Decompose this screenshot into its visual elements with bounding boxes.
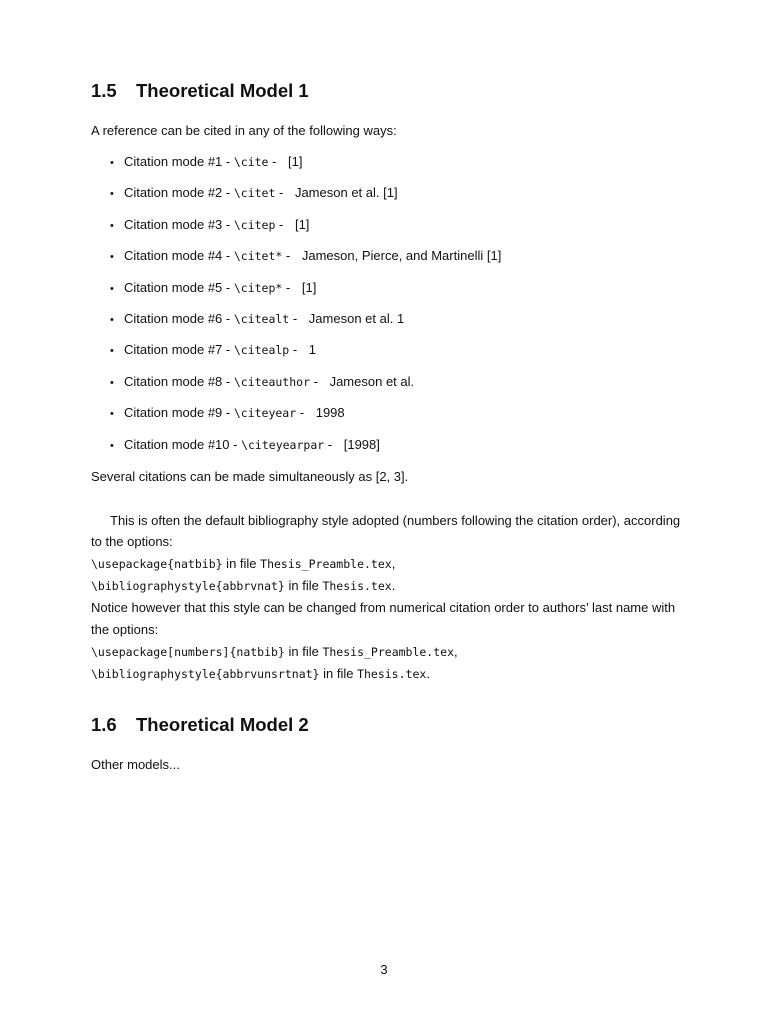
latex-command: \cite <box>233 155 269 169</box>
citation-mode-label: Citation mode #5 - <box>124 279 234 295</box>
latex-command: \citeyear <box>233 406 297 421</box>
bullet-icon: • <box>110 188 114 201</box>
punctuation: . <box>426 666 430 681</box>
intro-paragraph: A reference can be cited in any of the following ways: <box>91 123 397 138</box>
citation-result: Jameson et al. 1 <box>308 310 405 326</box>
citation-result: 1998 <box>315 405 345 421</box>
citation-mode-label: Citation mode #10 - <box>124 436 242 452</box>
bullet-icon: • <box>110 345 114 358</box>
separator: - <box>296 405 308 421</box>
other-models-paragraph: Other models... <box>91 757 180 772</box>
latex-command: \citealt <box>233 311 290 326</box>
file-name: Thesis_Preamble.tex <box>260 557 392 571</box>
citation-result: [1] <box>294 216 310 232</box>
bullet-icon: • <box>110 439 114 452</box>
citation-mode-item <box>110 247 501 278</box>
citation-result: Jameson et al. <box>329 373 415 389</box>
latex-command: \citeyearpar <box>241 437 325 452</box>
punctuation: . <box>391 578 396 593</box>
option-text: in file <box>222 556 261 571</box>
latex-command: \citep* <box>233 280 283 295</box>
bullet-icon: • <box>110 219 114 232</box>
citation-mode-item <box>110 184 501 215</box>
latex-code: \bibliographystyle{abbrvnat} <box>91 579 285 593</box>
citation-mode-item <box>110 404 501 435</box>
citation-mode-label: Citation mode #6 - <box>124 310 234 326</box>
default-style-option-1 <box>91 556 395 572</box>
alt-style-option-2 <box>91 666 430 682</box>
punctuation: , <box>454 644 458 659</box>
section-heading-1-5 <box>91 80 309 102</box>
separator: - <box>310 373 322 389</box>
separator: - <box>289 310 301 326</box>
separator: - <box>324 436 336 452</box>
separator: - <box>275 185 287 201</box>
citation-mode-label: Citation mode #2 - <box>124 185 234 201</box>
citation-result: [1] <box>288 154 303 169</box>
file-name: Thesis.tex <box>322 579 392 593</box>
option-text: in file <box>319 666 358 681</box>
section-number: 1.6 <box>91 714 117 735</box>
section-number: 1.5 <box>91 80 117 101</box>
citation-mode-item <box>110 341 501 372</box>
separator: - <box>275 216 287 232</box>
default-style-option-2 <box>91 578 395 594</box>
section-title: Theoretical Model 1 <box>136 80 309 101</box>
bullet-icon: • <box>110 376 114 389</box>
citation-result: Jameson, Pierce, and Martinelli [1] <box>301 248 502 264</box>
citation-mode-item <box>110 373 501 404</box>
citation-mode-item <box>110 436 501 467</box>
separator: - <box>289 342 301 358</box>
separator: - <box>268 154 281 169</box>
citation-mode-label: Citation mode #1 - <box>124 154 234 169</box>
citation-result: [1998] <box>343 436 380 452</box>
latex-command: \citet <box>233 186 276 201</box>
alt-style-line-2: the options: <box>91 622 159 637</box>
separator: - <box>282 279 294 295</box>
citation-mode-label: Citation mode #3 - <box>124 216 234 232</box>
citation-mode-item <box>110 279 501 310</box>
bullet-icon: • <box>110 157 114 169</box>
citation-mode-label: Citation mode #8 - <box>124 373 234 389</box>
citation-result: 1 <box>308 342 317 358</box>
citation-result: Jameson et al. [1] <box>294 185 398 201</box>
alt-style-option-1 <box>91 644 458 660</box>
section-title: Theoretical Model 2 <box>136 714 309 735</box>
file-name: Thesis.tex <box>357 667 427 681</box>
option-text: in file <box>284 578 323 593</box>
bullet-icon: • <box>110 408 114 421</box>
simultaneous-citations-paragraph: Several citations can be made simultaneously as [2, 3]. <box>91 469 409 484</box>
page-number: 3 <box>380 962 388 977</box>
citation-mode-label: Citation mode #9 - <box>124 405 234 421</box>
latex-command: \citep <box>233 217 276 232</box>
latex-command: \citet* <box>233 249 283 264</box>
punctuation: , <box>391 556 396 571</box>
citation-mode-list <box>110 153 501 467</box>
alt-style-line-1: Notice however that this style can be changed from numerical citation order to authors’ last name with <box>91 600 676 615</box>
default-style-line-1: This is often the default bibliography style adopted (numbers following the citation order), according <box>110 513 681 528</box>
citation-mode-item <box>110 310 501 341</box>
default-style-line-2: to the options: <box>91 534 173 549</box>
citation-mode-item <box>110 216 501 247</box>
separator: - <box>282 248 294 264</box>
citation-mode-item <box>110 153 501 184</box>
citation-mode-label: Citation mode #4 - <box>124 248 234 264</box>
latex-code: \usepackage{natbib} <box>91 557 223 571</box>
bullet-icon: • <box>110 251 114 264</box>
latex-code: \usepackage[numbers]{natbib} <box>91 645 285 659</box>
citation-result: [1] <box>301 279 317 295</box>
section-heading-1-6 <box>91 714 309 736</box>
latex-command: \citealp <box>233 343 290 358</box>
bullet-icon: • <box>110 282 114 295</box>
bullet-icon: • <box>110 313 114 326</box>
option-text: in file <box>284 644 323 659</box>
file-name: Thesis_Preamble.tex <box>322 645 455 659</box>
citation-mode-label: Citation mode #7 - <box>124 342 234 358</box>
latex-command: \citeauthor <box>233 374 311 389</box>
latex-code: \bibliographystyle{abbrvunsrtnat} <box>91 667 320 681</box>
